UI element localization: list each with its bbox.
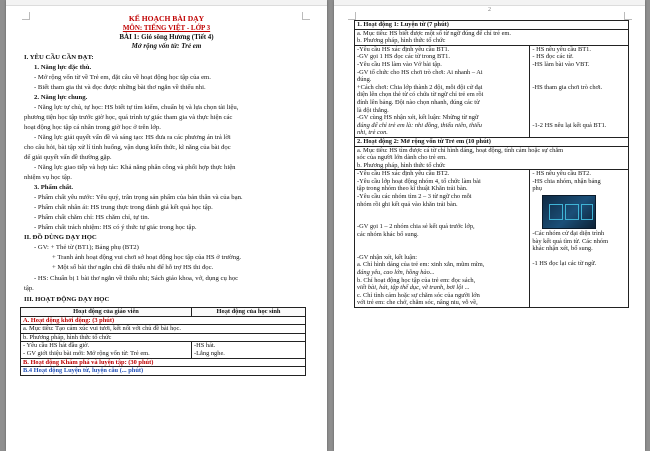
teacher-step xyxy=(357,216,527,224)
column-header-teacher: Hoạt động của giáo viên xyxy=(21,308,192,317)
student-step: -Các nhóm cử đại diện trình xyxy=(532,230,605,238)
body-line: nhiệm vụ học tập. xyxy=(24,174,72,181)
body-line: cho câu hỏi, bài tập xử lí tình huống, vận dụng kiến thức, kĩ năng của bài đọc xyxy=(24,144,231,151)
teacher-step: với trẻ em: che chở, chăm sóc, nâng niu, vỗ về, xyxy=(357,299,478,307)
teacher-step xyxy=(357,246,527,254)
teacher-step: -Yêu cầu lớp hoạt động nhóm 4, tổ chức làm bài xyxy=(357,177,481,185)
body-line: hoạt động học tập cá nhân trong giờ học ở trên lớp. xyxy=(24,124,161,131)
activity-1-title: 1. Hoạt động 1: Luyện từ (7 phút) xyxy=(355,21,629,30)
teacher-step: -GV tổ chức cho HS chơi trò chơi: Ai nhanh – Ai xyxy=(357,68,483,76)
teacher-step: đáng yêu, cao lớn, hồng hào... xyxy=(357,269,435,276)
student-cell xyxy=(530,45,629,137)
student-step: -HS làm bài vào VBT. xyxy=(532,60,590,68)
student-step xyxy=(532,253,626,261)
body-line: + Tranh ảnh hoạt động vui chơi sở hoạt động học tập của HS ở trường. xyxy=(52,254,242,261)
activity-section-explore: B. Hoạt động Khám phá và luyện tập: (30 phút) xyxy=(21,358,306,367)
body-line: - HS: Chuẩn bị 1 bài thơ ngắn về thiếu nhi; Sách giáo khoa, vở, dụng cụ học xyxy=(34,275,239,282)
student-step xyxy=(532,91,626,99)
page-title: KẾ HOẠCH BÀI DẠY xyxy=(128,14,205,23)
page-top-margin xyxy=(6,0,327,6)
teacher-step: đúng để chỉ trẻ em là: nhi đồng, thiếu niên, thiếu xyxy=(357,121,482,129)
teacher-step: là đội thắng. xyxy=(357,106,389,114)
student-step xyxy=(532,69,626,77)
activity-2-title: 2. Hoạt động 2: Mở rộng vốn từ Trẻ em (10 phút) xyxy=(355,137,629,146)
lesson-heading: BÀI 1: Gió sông Hương (Tiết 4) xyxy=(119,33,214,41)
teacher-step: -Yêu cầu HS xác định yêu cầu BT1. xyxy=(357,45,450,53)
body-line: - Phẩm chất yêu nước: Yêu quý, trân trọng sản phẩm của bản thân và của bạn. xyxy=(34,194,243,201)
activity-method: b. Phương pháp, hình thức tổ chức xyxy=(21,333,306,342)
student-step: - HS nêu yêu cầu BT2. xyxy=(532,170,591,178)
teacher-step: -GV cùng HS nhận xét, kết luận: Những từ ngữ xyxy=(357,114,479,122)
teacher-step: -Yêu cầu HS làm vào Vở bài tập. xyxy=(357,60,442,68)
document-page-1 xyxy=(6,0,327,451)
teacher-step: tập trong nhóm theo kĩ thuật Khăn trải bàn. xyxy=(357,185,468,193)
activity-1-goal xyxy=(355,29,629,45)
page-number: 2 xyxy=(488,7,491,13)
teacher-step: -Yêu cầu các nhóm tìm 2 – 3 từ ngữ cho mỗi xyxy=(357,193,472,201)
body-line: - Năng lực giao tiếp và hợp tác: Khả năng phân công và phối hợp thực hiện xyxy=(34,164,236,171)
body-line: - Phẩm chất chăm chỉ: HS chăm chỉ, tự tin. xyxy=(34,214,150,221)
student-cell xyxy=(530,170,629,308)
activity-goal: a. Mục tiêu: Tạo cảm xúc vui tươi, kết nối với chủ đề bài học. xyxy=(21,325,306,334)
body-line: - Phẩm chất nhân ái: HS trung thực trong đánh giá kết quả học tập. xyxy=(34,204,213,211)
body-line: để giải quyết vấn đề thường gặp. xyxy=(24,154,112,161)
subsection-heading: 2. Năng lực chung. xyxy=(34,94,88,101)
student-step xyxy=(532,76,626,84)
student-step: - HS đọc các từ. xyxy=(532,53,574,61)
teacher-step: - GV giới thiệu bài mới: Mở rộng vốn từ: Trẻ em. xyxy=(23,349,150,357)
teacher-step: nhóm rồi ghi kết quả vào khăn trải bàn. xyxy=(357,200,458,208)
teacher-step: -GV gọi 1 HS đọc các từ trong BT1. xyxy=(357,53,450,61)
body-line: phương tiện học tập trước giờ học, quá trình tự giác tham gia và thực hiện các xyxy=(24,114,233,121)
activity-goal-line: a. Mục tiêu: HS biết được một số từ ngữ đúng để chỉ trẻ em. xyxy=(357,29,511,37)
teacher-step: -Yêu cầu HS xác định yêu cầu BT2. xyxy=(357,170,450,178)
subject-heading: MÔN: TIẾNG VIỆT - LỚP 3 xyxy=(122,24,211,32)
document-page-2 xyxy=(334,0,645,451)
crop-mark xyxy=(348,12,356,20)
student-step: khác nhận xét, bổ sung. xyxy=(532,245,593,253)
crop-mark xyxy=(624,12,632,20)
teacher-step: viết bài, hát, tập thể dục, vẽ tranh, bơi lội ... xyxy=(357,284,470,292)
section-heading: II. ĐỒ DÙNG DẠY HỌC xyxy=(24,234,97,241)
activity-section-vocabulary: B.4 Hoạt động Luyện từ, luyện câu (... phút) xyxy=(21,367,306,376)
student-step: -HS chia nhóm, nhận bảng xyxy=(532,177,601,185)
activity-2-goal xyxy=(355,146,629,170)
activity-method-line: b. Phương pháp, hình thức tổ chức xyxy=(357,161,446,169)
body-line: - Biết tham gia thi và đọc được những bài thơ ngắn về thiếu nhi. xyxy=(34,84,206,91)
student-step: -HS hát. xyxy=(194,342,216,350)
lesson-activity-table xyxy=(20,307,306,376)
student-step: -HS tham gia chơi trò chơi. xyxy=(532,83,603,91)
teacher-step: -GV nhận xét, kết luận: xyxy=(357,253,418,261)
teacher-step: các nhóm khác bổ sung. xyxy=(357,231,419,239)
student-step xyxy=(532,107,626,115)
teacher-step: +Cách chơi: Chia lớp thành 2 đội, mỗi đội cử đại xyxy=(357,83,483,91)
teacher-cell xyxy=(355,45,530,137)
activity-method-line: b. Phương pháp, hình thức tổ chức xyxy=(357,37,446,45)
teacher-cell xyxy=(21,342,192,358)
body-line: - Phẩm chất trách nhiệm: HS có ý thức tự giác trong học tập. xyxy=(34,224,197,231)
page-top-margin xyxy=(334,0,645,6)
student-step: - HS nêu yêu cầu BT1. xyxy=(532,45,591,53)
activity-goal-line: a. Mục tiêu: HS tìm được cá từ chỉ hình dáng, hoạt động, tính cảm hoặc sự chăm xyxy=(357,146,564,154)
body-line: - GV: + Thẻ từ (BT1); Bảng phụ (BT2) xyxy=(34,244,139,251)
teacher-step: a. Chỉ hình dáng của trẻ em: xinh xắn, mũm mĩm, xyxy=(357,261,485,269)
student-step: -Lắng nghe. xyxy=(194,349,225,357)
teacher-step: -GV gọi 1 – 2 nhóm chia sẻ kết quả trước lớp, xyxy=(357,223,475,231)
teacher-step: - Yêu cầu HS hát đầu giờ. xyxy=(23,342,90,350)
teacher-step: nhi, trẻ con. xyxy=(357,129,388,137)
section-heading: III. HOẠT ĐỘNG DẠY HỌC xyxy=(24,296,110,303)
body-line: tập. xyxy=(24,285,34,292)
teacher-step: c. Chỉ tình cảm hoặc sự chăm sóc của người lớn xyxy=(357,291,480,299)
body-line: + Một số bài thơ ngắn chủ đề thiếu nhi để hỗ trợ HS thi đọc. xyxy=(52,264,214,271)
student-cell xyxy=(192,342,306,358)
activity-section-warmup: A. Hoạt động khởi động: (3 phút) xyxy=(21,316,306,325)
activity-goal-line: sóc của người lớn dành cho trẻ em. xyxy=(357,154,447,162)
student-step xyxy=(532,99,626,107)
section-heading: I. YÊU CẦU CẦN ĐẠT: xyxy=(24,54,94,61)
subsection-heading: 3. Phẩm chất. xyxy=(34,184,74,191)
teacher-step xyxy=(357,208,527,216)
student-step: phụ xyxy=(532,185,542,193)
topic-heading: Mở rộng vốn từ: Trẻ em xyxy=(131,42,202,50)
subsection-heading: 1. Năng lực đặc thù. xyxy=(34,64,92,71)
student-step xyxy=(532,114,626,122)
teacher-step: đính lên bảng. Đội nào chọn nhanh, đúng các từ xyxy=(357,98,480,106)
teacher-cell xyxy=(355,170,530,308)
classroom-slide-image xyxy=(542,195,596,229)
student-step xyxy=(532,129,626,137)
teacher-step: diện lên chọn thẻ từ có chứa từ ngữ chỉ trẻ em rồi xyxy=(357,91,484,99)
teacher-step: b. Chỉ hoạt động học tập của trẻ em: đọc sách, xyxy=(357,276,476,284)
student-step: -1-2 HS nêu lại kết quả BT1. xyxy=(532,121,607,129)
student-step: -1 HS đọc lại các từ ngữ. xyxy=(532,260,597,268)
body-line: - Năng lực giải quyết vấn đề và sáng tạo: HS đưa ra các phương án trả lời xyxy=(34,134,231,141)
body-line: - Mở rộng vốn từ về Trẻ em, đặt câu về hoạt động học tập của em. xyxy=(34,74,211,81)
student-step: bày kết quả tìm từ. Các nhóm xyxy=(532,237,609,245)
body-line: - Năng lực tự chủ, tự học: HS biết tự tìm kiếm, chuẩn bị và lựa chọn tài liệu, xyxy=(34,104,239,111)
column-header-student: Hoạt động của học sinh xyxy=(192,308,306,317)
teacher-step: đúng. xyxy=(357,76,372,84)
lesson-activity-table-continued xyxy=(354,20,629,308)
teacher-step xyxy=(357,239,527,247)
